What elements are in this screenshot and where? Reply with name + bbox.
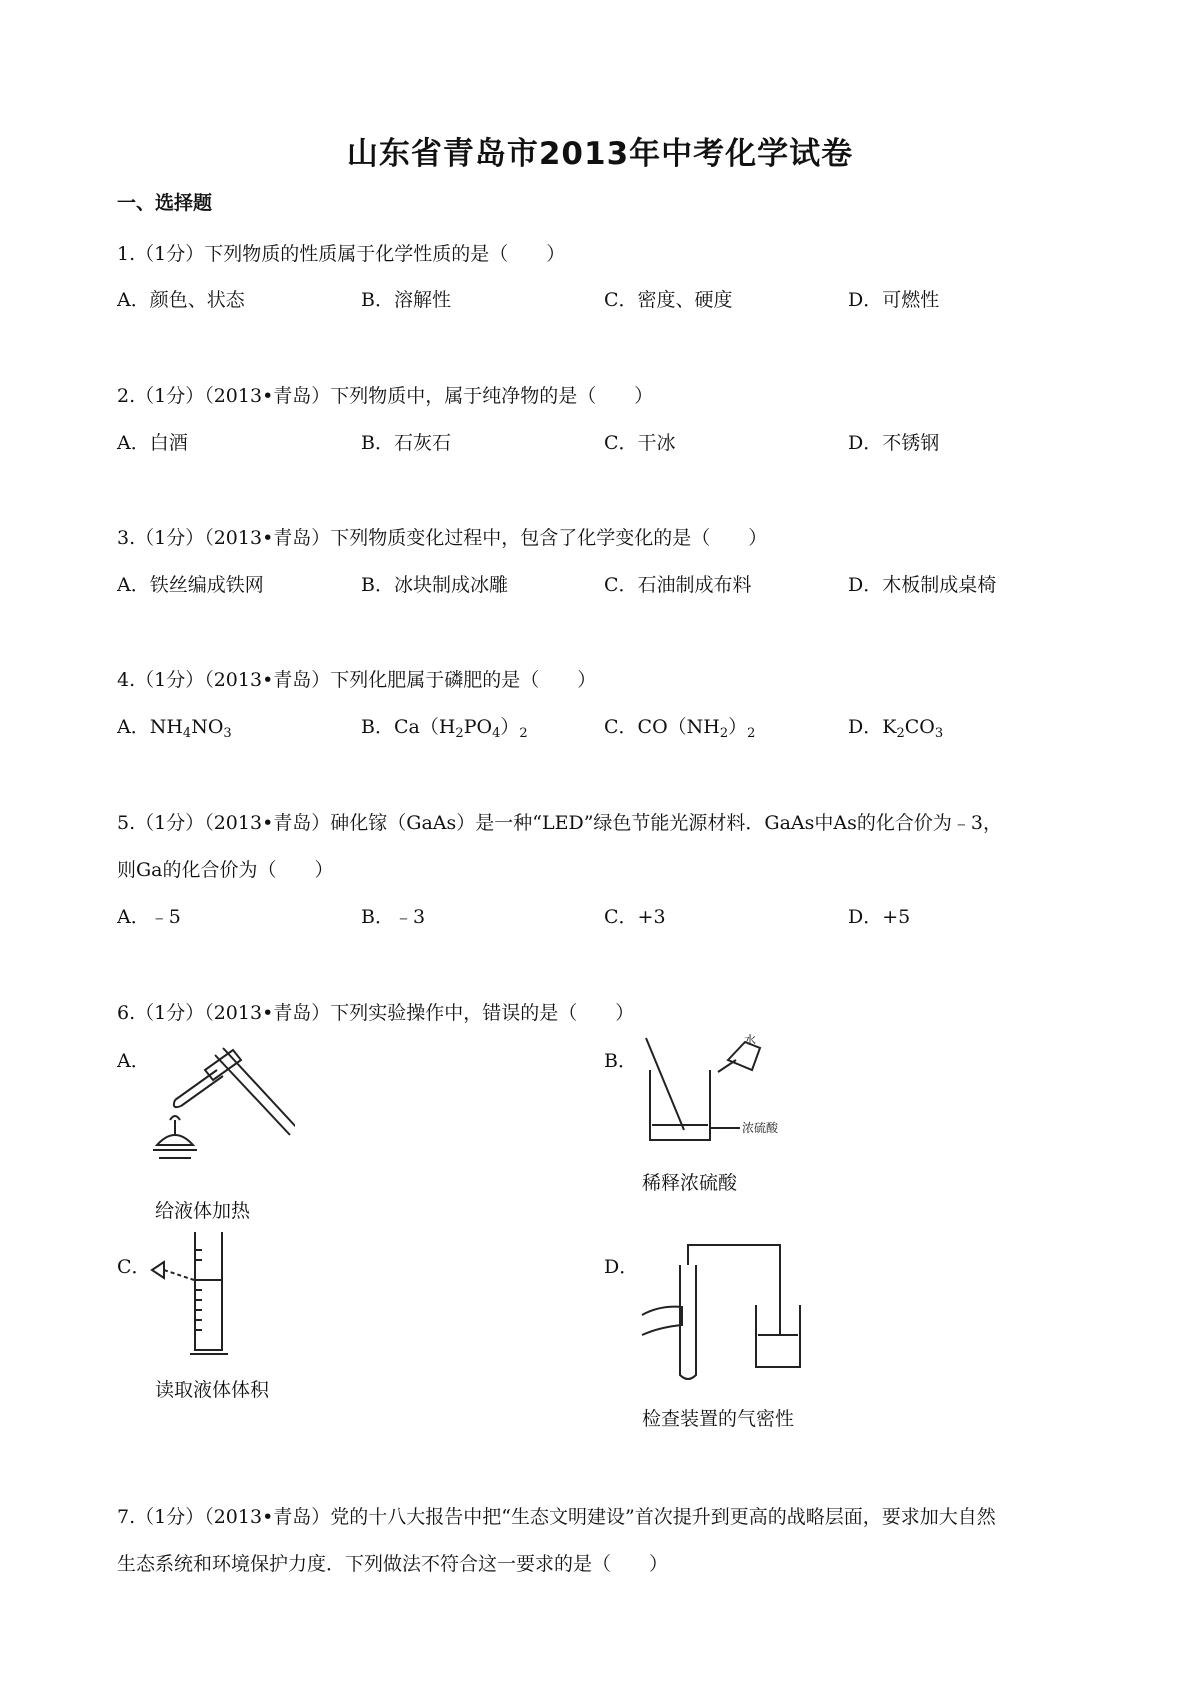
question-7-line-2: 生态系统和环境保护力度．下列做法不符合这一要求的是（ ） [117, 1553, 669, 1575]
page-title: 山东省青岛市2013年中考化学试卷 [346, 136, 854, 172]
graduated-cylinder-figure [150, 1230, 240, 1360]
q1-option-a: A．颜色、状态 [117, 289, 245, 311]
question-5-line-2: 则Ga的化合价为（ ） [117, 859, 334, 881]
q5-option-d: D．+5 [848, 906, 911, 928]
q6-caption-a: 给液体加热 [155, 1200, 251, 1222]
q5-option-a: A．﹣5 [117, 906, 181, 928]
q4-option-b: B．$Ca(H_2PO_4)_2$ [361, 716, 528, 741]
q5-option-b: B．﹣3 [361, 906, 426, 928]
acid-label: 浓硫酸 [742, 1121, 779, 1135]
heating-liquid-figure [145, 1040, 295, 1180]
q1-option-b: B．溶解性 [361, 289, 451, 311]
q6-label-b: B． [604, 1050, 637, 1072]
q2-option-a: A．白酒 [117, 432, 188, 454]
q6-label-d: D． [604, 1256, 639, 1278]
q3-option-c: C．石油制成布料 [604, 574, 752, 596]
q4-option-d: D．$K_2CO_3$ [848, 716, 944, 741]
q6-label-a: A． [117, 1050, 150, 1072]
q1-option-d: D．可燃性 [848, 289, 940, 311]
question-1-text: 1.（1分）下列物质的性质属于化学性质的是（ ） [117, 243, 566, 265]
q6-caption-b: 稀释浓硫酸 [642, 1172, 738, 1194]
q2-option-d: D．不锈钢 [848, 432, 940, 454]
q3-option-b: B．冰块制成冰雕 [361, 574, 508, 596]
q3-option-d: D．木板制成桌椅 [848, 574, 997, 596]
section-heading: 一、选择题 [117, 192, 213, 214]
question-7-line-1: 7.（1分）（2013•青岛）党的十八大报告中把“生态文明建设”首次提升到更高的战略层面，要求加大自然 [117, 1506, 996, 1528]
airtightness-check-figure [640, 1235, 810, 1385]
question-3-text: 3.（1分）（2013•青岛）下列物质变化过程中，包含了化学变化的是（ ） [117, 527, 768, 549]
q1-option-c: C．密度、硬度 [604, 289, 733, 311]
q6-label-c: C． [117, 1256, 151, 1278]
q2-option-b: B．石灰石 [361, 432, 451, 454]
q4-option-a: A．$NH_4NO_3$ [117, 716, 232, 741]
q6-caption-d: 检查装置的气密性 [642, 1408, 795, 1430]
water-label: 水 [744, 1033, 757, 1047]
q5-option-c: C．+3 [604, 906, 666, 928]
q2-option-c: C．干冰 [604, 432, 676, 454]
question-2-text: 2.（1分）（2013•青岛）下列物质中，属于纯净物的是（ ） [117, 385, 654, 407]
question-5-line-1: 5.（1分）（2013•青岛）砷化镓（GaAs）是一种“LED”绿色节能光源材料．GaAs中As的化合价为﹣3， [117, 812, 1002, 834]
diluting-acid-figure [640, 1030, 800, 1150]
question-6-text: 6.（1分）（2013•青岛）下列实验操作中，错误的是（ ） [117, 1002, 635, 1024]
q4-option-c: C．$CO(NH_2)_2$ [604, 716, 756, 741]
q3-option-a: A．铁丝编成铁网 [117, 574, 264, 596]
question-4-text: 4.（1分）（2013•青岛）下列化肥属于磷肥的是（ ） [117, 669, 597, 691]
q6-caption-c: 读取液体体积 [155, 1379, 270, 1401]
